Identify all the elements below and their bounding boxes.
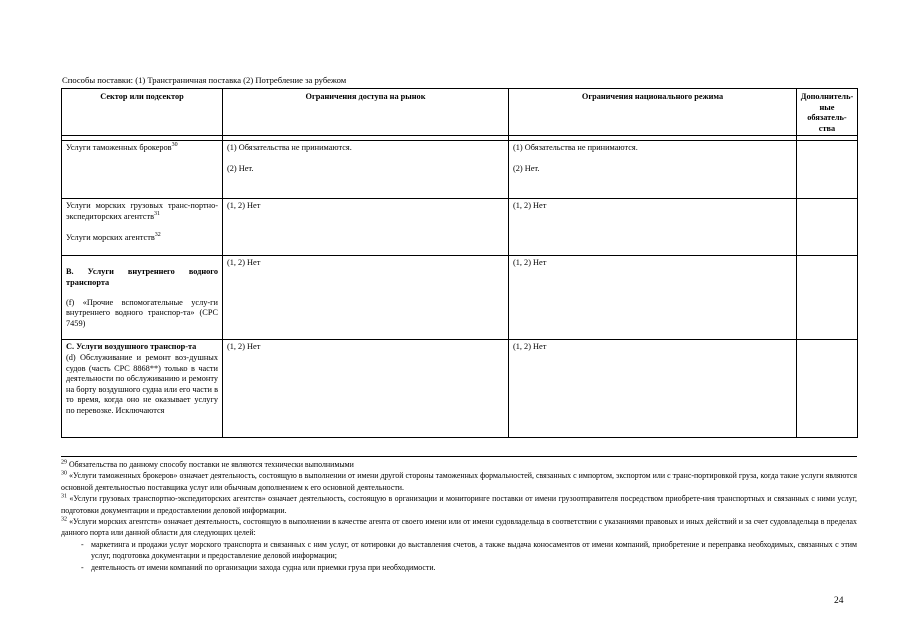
national-treatment-cell: (1, 2) Нет (509, 199, 797, 256)
footnote-list-text: деятельность от имени компаний по организации захода судна или приемки груза при необходимости. (91, 562, 436, 572)
footnote-29 (61, 459, 857, 470)
header-sector: Сектор или подсектор (62, 89, 223, 136)
additional-cell (797, 199, 858, 256)
market-access-cell (223, 141, 509, 199)
national-treatment-mode2: (2) Нет. (513, 163, 540, 173)
section-heading-inland-water: B. Услуги внутреннего водного транспорта (66, 267, 218, 287)
header-additional-commitments: Дополнитель-ные обязатель-ства (797, 89, 858, 136)
market-access-cell: (1, 2) Нет (223, 340, 509, 438)
sector-label-maritime-agency: Услуги морских агентств (66, 232, 155, 242)
table-row (62, 199, 858, 256)
section-heading-air-transport: C. Услуги воздушного транспор-та (66, 342, 197, 352)
footnote-32 (61, 516, 857, 539)
dash-bullet: - (81, 539, 84, 549)
subsector-inland-auxiliary: (f) «Прочие вспомогательные услу-ги внутреннего водного транспор-та» (CPC 7459) (66, 297, 218, 328)
footnote-ref: 31 (153, 211, 160, 218)
additional-cell (797, 141, 858, 199)
dash-bullet: - (81, 562, 84, 572)
footnote-text: Обязательства по данному способу поставки не являются технически выполнимыми (68, 460, 354, 469)
footnote-text: «Услуги грузовых транспортно-экспедиторских агентств» означает деятельность, состоящую в организации и мониторинге поставки от имени грузоотправителя посредством приобрете-ния транспортных и связанных с ними услуг, подготовки документации и предоставлении деловой информации. (61, 494, 857, 515)
footnote-text: «Услуги таможенных брокеров» означает деятельность, состоящую в выполнении от имени другой стороны таможенных формальностей, связанных с импортом, экспортом или с транс-портировкой груза, когда такие услуги являются основной деятельностью поставщика услуг или обычным дополнением к его основной деятельности. (61, 471, 857, 492)
footnote-ref: 30 (171, 142, 178, 149)
footnote-ref: 32 (154, 231, 161, 238)
footnote-number: 31 (61, 493, 67, 500)
footnote-number: 30 (61, 470, 67, 477)
footnote-text: «Услуги морских агентств» означает деятельность, состоящую в выполнении в качестве агента от своего имени или от имени судовладельца в соответствии с указаниями правовых и иных действий и за счет судовладельца в пределах данного порта или данной области для следующих целей: (61, 517, 857, 538)
page-number: 24 (834, 596, 844, 606)
national-treatment-cell (509, 141, 797, 199)
list-item (61, 562, 857, 573)
sector-cell (62, 340, 223, 438)
header-national-treatment: Ограничения национального режима (509, 89, 797, 136)
market-access-mode2: (2) Нет. (227, 163, 254, 173)
footnotes (61, 459, 857, 573)
national-treatment-mode1: (1) Обязательства не принимаются. (513, 143, 638, 153)
sector-cell (62, 141, 223, 199)
sector-label-customs: Услуги таможенных брокеров (66, 143, 172, 153)
header-row (62, 89, 858, 136)
market-access-cell: (1, 2) Нет (223, 199, 509, 256)
subsector-aircraft-maintenance: (d) Обслуживание и ремонт воз-душных судов (часть CPC 8868**) только в части деятельности по обслуживанию и ремонту на борту воздушного судна или его части в то время, когда оно не оказывает услугу по перевозке. Исключаются (66, 352, 218, 415)
sector-cell (62, 199, 223, 256)
sector-cell (62, 256, 223, 340)
table-row (62, 141, 858, 199)
table-row (62, 256, 858, 340)
table-row (62, 340, 858, 438)
footnote-separator (61, 456, 857, 457)
footnote-list-text: маркетинга и продажи услуг морского транспорта и связанных с ним услуг, от котировки до выставления счетов, а также выдача коносаментов от имени компаний, приобретение и переправка необходимых, связанных с этим услуг, подготовка документации и предоставление деловой информации; (91, 539, 857, 561)
header-market-access: Ограничения доступа на рынок (223, 89, 509, 136)
footnote-number: 32 (61, 516, 67, 523)
supply-modes-line: Способы поставки: (1) Трансграничная поставка (2) Потребление за рубежом (62, 75, 347, 85)
commitments-table (61, 88, 858, 438)
national-treatment-cell: (1, 2) Нет (509, 256, 797, 340)
list-item (61, 539, 857, 562)
footnote-30 (61, 470, 857, 493)
additional-cell (797, 256, 858, 340)
additional-cell (797, 340, 858, 438)
market-access-cell: (1, 2) Нет (223, 256, 509, 340)
footnote-31 (61, 493, 857, 516)
sector-label-freight-forwarding: Услуги морских грузовых транс-портно-экспедиторских агентств (66, 201, 218, 221)
footnote-number: 29 (61, 459, 67, 466)
market-access-mode1: (1) Обязательства не принимаются. (227, 143, 352, 153)
national-treatment-cell: (1, 2) Нет (509, 340, 797, 438)
